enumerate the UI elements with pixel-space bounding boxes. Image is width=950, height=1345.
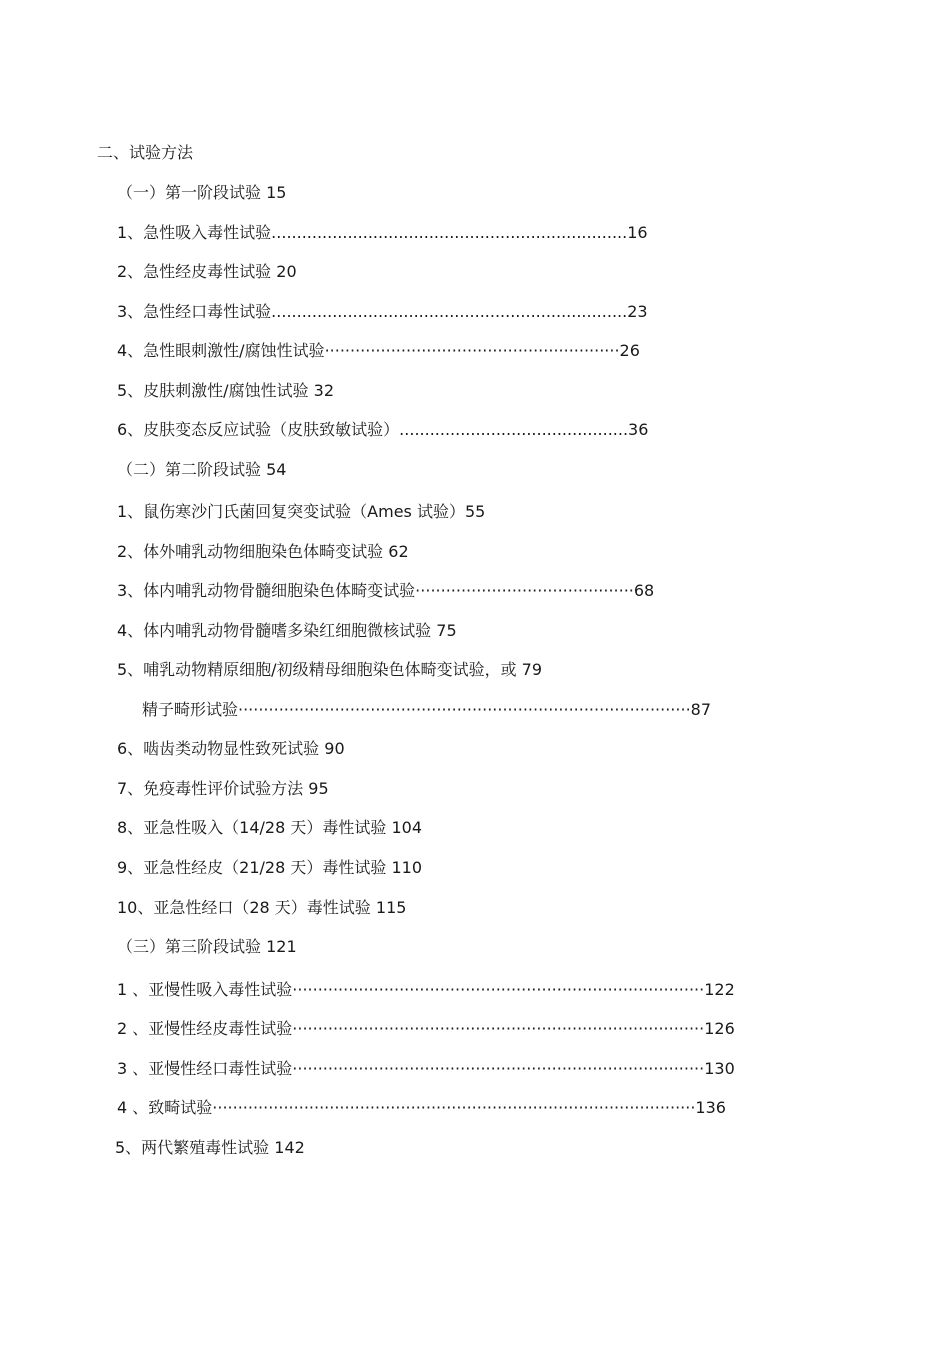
toc-entry: 5、皮肤刺激性/腐蚀性试验 32: [117, 381, 335, 400]
toc-entry-continuation: 精子畸形试验·························································································87: [142, 700, 712, 719]
toc-entry: 6、啮齿类动物显性致死试验 90: [117, 739, 345, 758]
toc-entry: 3、急性经口毒性试验......................................................................23: [117, 302, 648, 321]
toc-entry: 10、亚急性经口（28 天）毒性试验 115: [117, 898, 407, 917]
toc-entry: 2 、亚慢性经皮毒性试验·················································································126: [117, 1019, 735, 1038]
toc-entry: 4、急性眼刺激性/腐蚀性试验··························································26: [117, 341, 640, 360]
toc-entry: 4 、致畸试验·······························································································136: [117, 1098, 726, 1117]
toc-entry: 4、体内哺乳动物骨髓嗜多染红细胞微核试验 75: [117, 621, 457, 640]
section-title: 二、试验方法: [97, 143, 194, 162]
toc-entry: 2、体外哺乳动物细胞染色体畸变试验 62: [117, 542, 409, 561]
toc-entry: 5、哺乳动物精原细胞/初级精母细胞染色体畸变试验，或 79: [117, 660, 543, 679]
stage2-heading: （二）第二阶段试验 54: [117, 460, 287, 479]
toc-entry: 8、亚急性吸入（14/28 天）毒性试验 104: [117, 818, 423, 837]
toc-entry: 1、急性吸入毒性试验......................................................................16: [117, 223, 648, 242]
toc-entry: 9、亚急性经皮（21/28 天）毒性试验 110: [117, 858, 423, 877]
toc-entry: 2、急性经皮毒性试验 20: [117, 262, 297, 281]
toc-entry: 1、鼠伤寒沙门氏菌回复突变试验（Ames 试验）55: [117, 502, 486, 521]
toc-entry: 3、体内哺乳动物骨髓细胞染色体畸变试验···········································68: [117, 581, 655, 600]
toc-entry: 5、两代繁殖毒性试验 142: [115, 1138, 305, 1157]
toc-entry: 7、免疫毒性评价试验方法 95: [117, 779, 329, 798]
toc-entry: 6、皮肤变态反应试验（皮肤致敏试验）.............................................36: [117, 420, 649, 439]
stage1-heading: （一）第一阶段试验 15: [117, 183, 287, 202]
toc-entry: 3 、亚慢性经口毒性试验·················································································130: [117, 1059, 735, 1078]
toc-entry: 1 、亚慢性吸入毒性试验·················································································122: [117, 980, 735, 999]
stage3-heading: （三）第三阶段试验 121: [117, 937, 297, 956]
